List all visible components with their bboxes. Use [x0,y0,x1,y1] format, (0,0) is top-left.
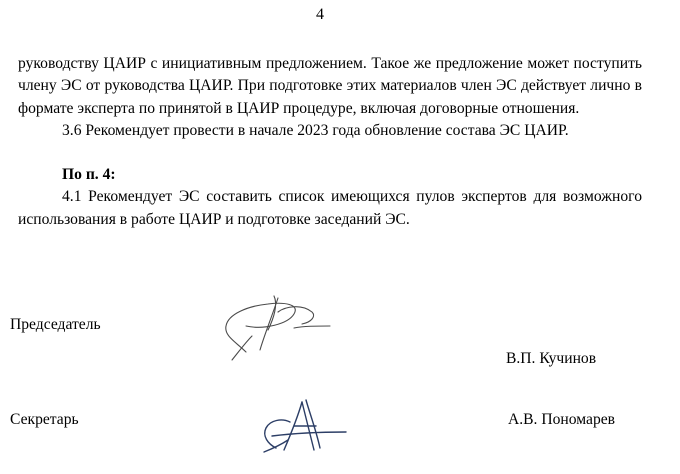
paragraph-3-6: 3.6 Рекомендует провести в начале 2023 года обновление состава ЭС ЦАИР. [62,121,569,139]
chairman-role-label: Председатель [10,316,101,333]
secretary-role-label: Секретарь [10,411,79,428]
page-number: 4 [316,6,324,23]
document-body [18,53,642,231]
paragraph-continuation: руководству ЦАИР с инициативным предложением. Такое же предложение может поступить члену ЭС от руководства ЦАИР. При подготовке этих материалов член ЭС действует лично в формате эксперта по принятой в ЦАИР процедуре, включая договорные отношения. [18,55,642,117]
chairman-name: В.П. Кучинов [506,350,597,367]
paragraph-gap [18,142,642,164]
paragraph-4-1: 4.1 Рекомендует ЭС составить список имеющихся пулов экспертов для возможного использования в работе ЦАИР и подготовке заседаний ЭС. [18,188,642,228]
section-heading-item-4: По п. 4: [62,166,116,184]
chairman-signature [216,290,340,366]
secretary-name: А.В. Пономарев [508,411,616,428]
secretary-signature [254,396,354,456]
